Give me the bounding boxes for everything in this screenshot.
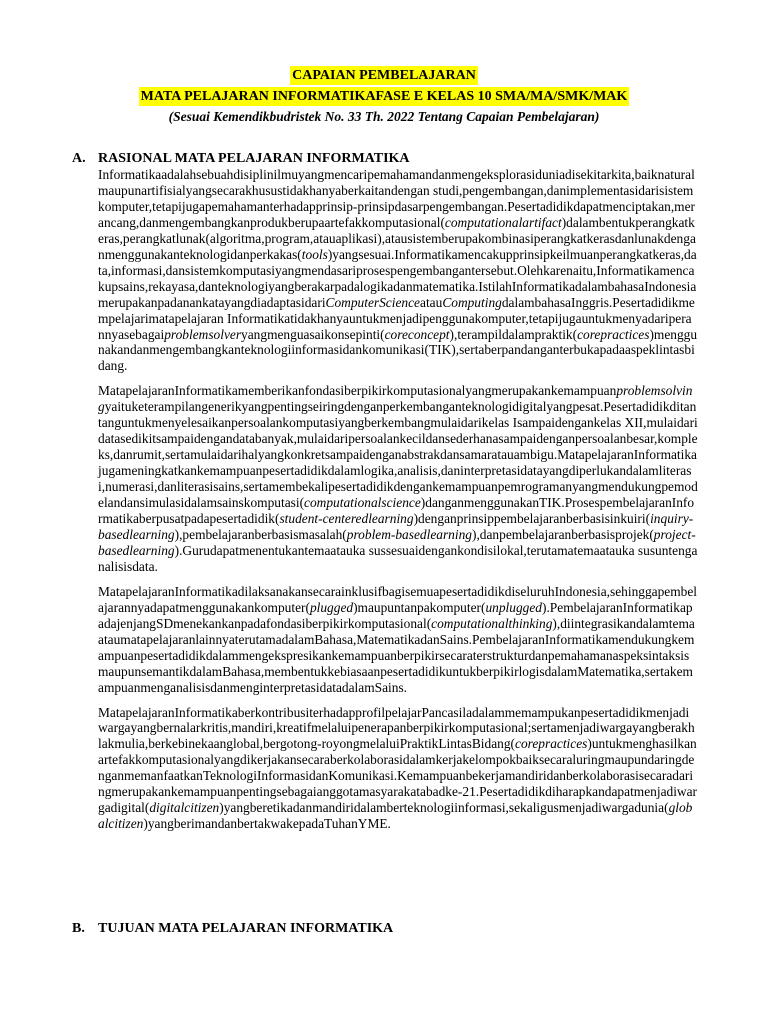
- text-run: ).PembelajaranInformatikapadajenjangSDmenekankanpadafondasiberpikirkomputasional(: [98, 599, 693, 631]
- italic-term: problemsolving: [98, 383, 693, 415]
- text-run: )yangberimandanbertakwakepadaTuhanYME.: [143, 816, 391, 832]
- text-run: )danganmenggunakanTIK.ProsespembelajaranInformatikaberpusatpadapesertadidik(: [98, 495, 695, 527]
- italic-term: student-centeredlearning: [279, 511, 414, 527]
- italic-term: Computing: [442, 294, 502, 310]
- text-run: MatapelajaranInformatikamemberikanfondasiberpikirkomputasionalyangmerupakankemampuan: [98, 383, 617, 399]
- text-run: MatapelajaranInformatikadilaksanakansecarainklusifbagisemuapesertadidikdiseluruhIndonesia,sehinggapembelajarannyadapatmenggunakankomputer(: [98, 583, 698, 615]
- italic-term: tools: [301, 246, 328, 262]
- section-b-heading: [72, 920, 393, 938]
- italic-term: ComputerScience: [325, 294, 420, 310]
- text-run: )dalambentukperangkatkeras,perangkatlunak(algoritma,program,atauaplikasi),atausistemberupakombinasiperangkatkerasdanlunakdenganmenggunakanteknologidanperkakas(: [98, 214, 696, 262]
- paragraph: [98, 167, 698, 374]
- italic-term: inquiry-basedlearning: [98, 511, 694, 542]
- italic-term: unplugged: [485, 599, 542, 615]
- text-run: )maupuntanpakomputer(: [353, 599, 486, 615]
- text-run: dalambahasaInggris.Pesertadidikmempelajarimatapelajaran Informatikatidakhanyauntukmenjadipenggunakomputer,tetapijugauntukmenyadariperannyasebagai: [98, 294, 695, 342]
- italic-term: problem-basedlearning: [346, 526, 472, 542]
- text-run: )yangsesuai.Informatikamencakupprinsipkeilmuanperangkatkeras,data,informasi,dansistemkomputasiyangmendasariprosespengembangantersebut.Olehkarenaitu,Informatikamencakupsains,rekayasa,danteknologiyangberakarpadalogikadanmatematika.IstilahInformatikadalambahasaIndonesiamerupakanpadanankatayangdiadaptasidari: [98, 246, 697, 310]
- section-a-body: [98, 167, 698, 841]
- section-b-letter: B.: [72, 921, 85, 936]
- text-run: ).Gurudapatmenentukantemaatauka sussesuaidengankondisilokal,terutamatemaatauka susuntenganalisisdata.: [98, 542, 698, 574]
- italic-term: computationalartifact: [444, 214, 562, 230]
- text-run: Informatikaadalahsebuahdisiplinilmuyangmencaripemahamandanmengeksplorasiduniadisekitarkita,baiknaturalmaupunartifisialyangsecarakhusustidakhanyaberkaitandengan studi,pengembangan,danimplementasidarisistemkomputer,tetapijugapemahamanterhadapprinsip-prinsipdasarpengembangan.Pesertadidikdapatmenciptakan,merancang,danmengembangkanprodukberupaartefakkomputasional(: [98, 167, 695, 230]
- text-run: ),pembelajaranberbasismasalah(: [174, 526, 347, 542]
- text-run: ),diintegrasikandalamtemaataumatapelajaranlainnyaterutamadalamBahasa,MatematikadanSains.PembelajaranInformatikamendukungkemampuanpesertadidikdalammengekspresikankemampuanberpikirsecaraterstrukturdanpemahamanaspeksintaksismaupunsemantikdalamBahasa,membentukkebiasaanpesertadidikuntukberpikirlogisdalamMatematika,sertakemampuanmenganalisisdanmenginterpretasidatadalamSains.: [98, 615, 695, 695]
- text-run: yangmenguasaikonsepinti(: [241, 326, 385, 342]
- paragraph: [98, 705, 698, 833]
- italic-term: computationalscience: [304, 495, 421, 511]
- text-run: MatapelajaranInformatikaberkontribusiterhadapprofilpelajarPancasiladalammemampukanpesertadidikmenjadiwargayangbernalarkritis,mandiri,kreatifmelaluipenerapanberpikirkomputasional;sertamenjadiwargayangberakhlakmulia,berkebinekaanglobal,bergotong-royongmelaluiPraktikLintasBidang(: [98, 704, 695, 752]
- title-line-1-row: [0, 66, 768, 85]
- section-a-heading: [72, 150, 410, 168]
- italic-term: plugged: [309, 599, 354, 615]
- text-run: )untukmenghasilkanartefakkomputasionalyangdikerjakansecaraberkolaborasidalamkerjakelompokbaiksecaraluringmaupundaringdenganmemanfaatkanTeknologiInformasidanKomunikasi.Kemampuanbekerjamandiridanberkolaborasisecaradaringmerupakankemampuanpentingsebagaianggotamasyarakatabadke-21.Pesertadidikdiharapkandapatmenjadiwargadigital(: [98, 736, 697, 816]
- text-run: ),danpembelajaranberbasisprojek(: [471, 526, 654, 542]
- italic-term: computationalthinking: [431, 615, 553, 631]
- paragraph: [98, 383, 698, 574]
- italic-term: digitalcitizen: [149, 800, 220, 816]
- title-line-2: MATA PELAJARAN INFORMATIKAFASE E KELAS 10 SMA/MA/SMK/MAK: [140, 89, 628, 104]
- paragraph: [98, 584, 698, 696]
- title-line-2-row: [0, 87, 768, 106]
- text-run: )yangberetikadanmandiridalamberteknologiinformasi,sekaligusmenjadiwargadunia(: [219, 800, 669, 816]
- text-run: yaituketerampilangenerikyangpentingseiringdenganperkembanganteknologidigitalyangpesat.Pesertadidikditantanguntukmenyelesaikanpersoalankomputasiyangberkembangmulaidarikelas Isampaidengankelas XII,mulaidaridatasedikitsampaidengandatabanyak,mulaidaripersoalankecildansederhanasampaidenganpersoalanbesar,kompleks,danrumit,sertamulaidarihalyangkonkretsampaidenganabstrakdansamaratauambigu.MatapelajaranInformatikajugameningkatkankemampuanpesertadidikdalamlogika,analisis,daninterpretasidatayangdiperlukandalamliterasi,numerasi,danliterasisains,sertamembekalipesertadidikdengankemampuanpemrogramanyangmendukungpemodelandansimulasidalamsainskomputasi(: [98, 399, 698, 511]
- italic-term: coreconcept: [384, 326, 450, 342]
- section-a-title: RASIONAL MATA PELAJARAN INFORMATIKA: [98, 151, 410, 166]
- italic-term: corepractices: [515, 736, 588, 752]
- italic-term: corepractices: [577, 326, 650, 342]
- document-subtitle: (Sesuai Kemendikbudristek No. 33 Th. 2022 Tentang Capaian Pembelajaran): [168, 109, 600, 124]
- text-run: ),terampildalampraktik(: [449, 326, 578, 342]
- section-b-title: TUJUAN MATA PELAJARAN INFORMATIKA: [98, 921, 394, 936]
- text-run: atau: [420, 294, 443, 310]
- section-a-letter: A.: [72, 151, 86, 166]
- title-line-1: CAPAIAN PEMBELAJARAN: [292, 68, 476, 83]
- text-run: )menggunakandanmengembangkanteknologiinformasidankomunikasi(TIK),sertaberpandanganterbukapadaaspeklintasbidang.: [98, 326, 698, 374]
- italic-term: project-basedlearning: [98, 526, 696, 558]
- text-run: )denganprinsippembelajaranberbasisinkuiri(: [413, 511, 651, 527]
- italic-term: globalcitizen: [98, 800, 693, 832]
- italic-term: problemsolver: [164, 326, 242, 342]
